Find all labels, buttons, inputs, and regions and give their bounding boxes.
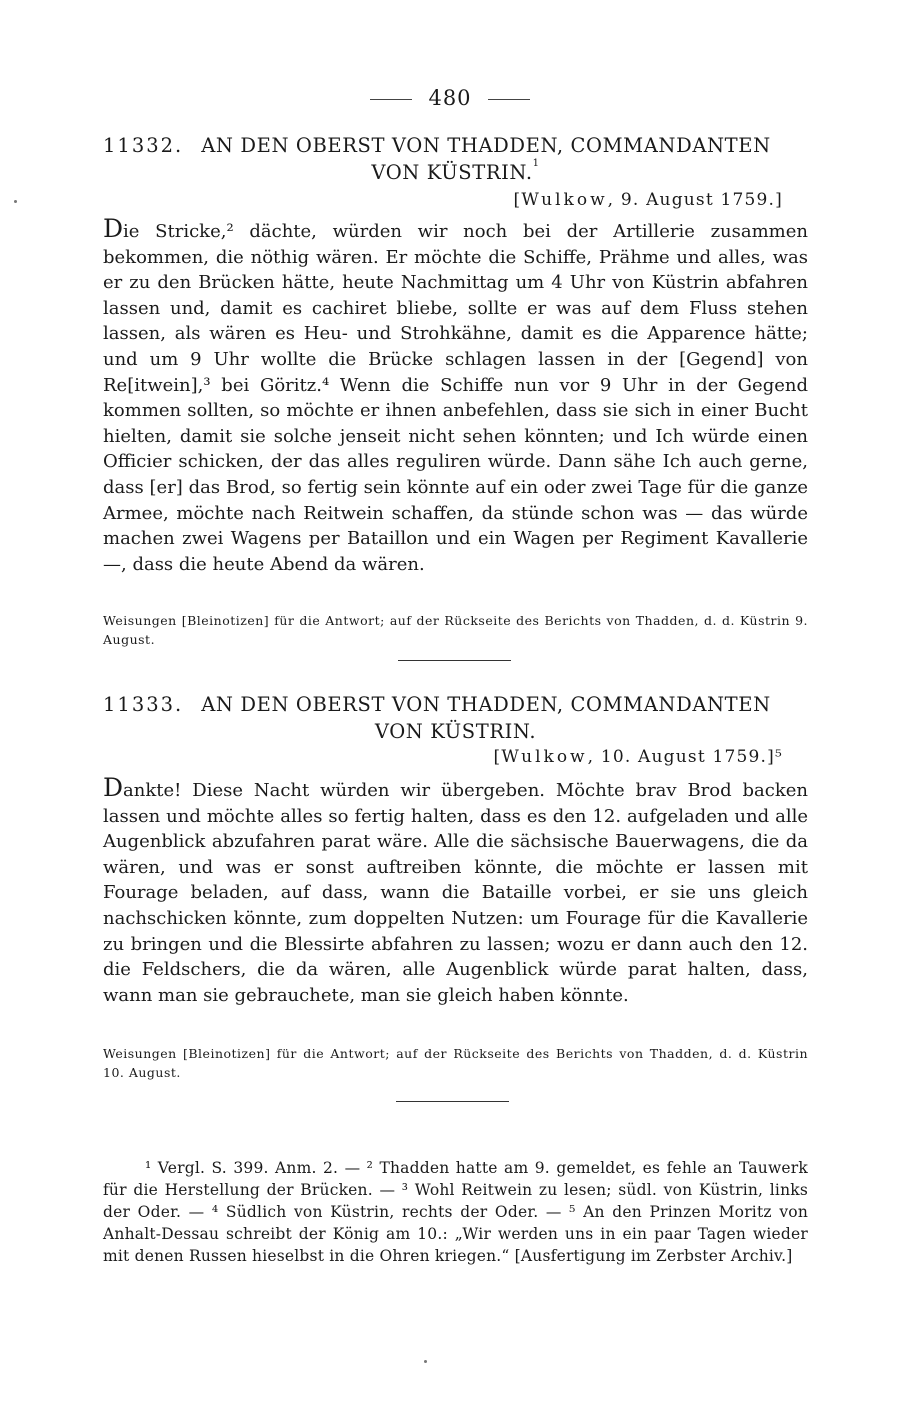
- body-text: ie Stricke,² dächte, würden wir noch bei der Artillerie zusammen bekommen, die nöthig wären. Er möchte die Schiffe, Prähme und alles, was er zu den Brücken hätte, heute Nachmittag um 4 Uhr von Küstrin abfahren lassen und, damit es cachiret bliebe, sollte er was auf dem Fluss stehen lassen, als wären es Heu- und Strohkähne, damit es die Apparence hätte; und um 9 Uhr wollte die Brücke schlagen lassen in der [Gegend] von Re[itwein],³ bei Göritz.⁴ Wenn die Schiffe nun vor 9 Uhr in der Gegend kommen sollten, so möchte er ihnen anbefehlen, dass sie sich in einer Bucht hielten, damit sie solche jenseit nicht sehen könnten; und Ich würde einen Officier schicken, der das alles reguliren würde. Dann sähe Ich auch gerne, dass [er] das Brod, so fertig sein könnte auf ein oder zwei Tage für die ganze Armee, möchte nach Reitwein schaffen, da stünde schon was — das würde machen zwei Wagens per Bataillon und ein Wagen per Regiment Kavallerie —, dass die heute Abend da wären.: [103, 221, 808, 575]
- page-header: [0, 86, 900, 116]
- entry-title-11332: [103, 132, 808, 186]
- section-divider: [396, 1101, 509, 1102]
- scan-speck: [424, 1360, 427, 1363]
- entry-title-line1: AN DEN OBERST VON THADDEN, COMMANDANTEN: [201, 134, 771, 157]
- date-place: Wulkow: [521, 190, 608, 210]
- initial-letter: D: [103, 773, 124, 802]
- initial-letter: D: [103, 214, 124, 243]
- entry-title-line1: AN DEN OBERST VON THADDEN, COMMANDANTEN: [201, 693, 771, 716]
- entry-number: 11333.: [103, 693, 184, 716]
- date-rest: , 9. August 1759.: [607, 190, 776, 210]
- entry-number: 11332.: [103, 134, 184, 157]
- entry-body-11333: [103, 773, 808, 1008]
- entry-date-11333: [Wulkow, 10. August 1759.]⁵: [493, 747, 783, 767]
- entry-title-11333: [103, 691, 808, 745]
- title-footnote-marker: 1: [532, 158, 540, 169]
- entry-title-line2: VON KÜSTRIN.: [374, 720, 537, 743]
- section-divider: [398, 660, 511, 661]
- page-number: 480: [428, 86, 472, 110]
- entry-date-11332: [Wulkow, 9. August 1759.]: [513, 190, 783, 210]
- body-text: ankte! Diese Nacht würden wir übergeben. Möchte brav Brod backen lassen und möchte alles so fertig halten, dass es den 12. aufgeladen und alle Augenblick abzufahren parat wäre. Alle die sächsische Bauerwagens, die da wären, und was er sonst auftreiben könnte, die möchte er lassen mit Fourage beladen, auf dass, wann die Bataille vorbei, er sie uns gleich nachschicken könnte, zum doppelten Nutzen: um Fourage für die Kavallerie zu bringen und die Blessirte abfahren zu lassen; wozu er dann auch den 12. die Feldschers, die da wären, alle Augenblick würde parat halten, dass, wann man sie gebrauchete, man sie gleich haben könnte.: [103, 780, 808, 1006]
- entry-note-11333: Weisungen [Bleinotizen] für die Antwort; auf der Rückseite des Berichts von Thadden, d. d. Küstrin 10. August.: [103, 1046, 808, 1080]
- scan-speck: [14, 200, 17, 203]
- date-place: Wulkow: [501, 747, 588, 767]
- entry-title-line2: VON KÜSTRIN.: [371, 161, 533, 184]
- entry-body-11332: [103, 214, 808, 577]
- entry-note-11332: Weisungen [Bleinotizen] für die Antwort; auf der Rückseite des Berichts von Thadden, d. d. Küstrin 9. August.: [103, 613, 808, 647]
- header-dash-left: [370, 99, 412, 100]
- footnotes: [103, 1157, 808, 1267]
- footnotes-text: ¹ Vergl. S. 399. Anm. 2. — ² Thadden hatte am 9. gemeldet, es fehle an Tauwerk für die Herstellung der Brücken. — ³ Wohl Reitwein zu lesen; südl. von Küstrin, links der Oder. — ⁴ Südlich von Küstrin, rechts der Oder. — ⁵ An den Prinzen Moritz von Anhalt-Dessau schreibt der König am 10.: „Wir werden uns in ein paar Tagen wieder mit denen Russen hieselbst in die Ohren kriegen.“ [Ausfertigung im Zerbster Archiv.]: [103, 1159, 808, 1265]
- header-dash-right: [488, 99, 530, 100]
- date-rest: , 10. August 1759.]⁵: [587, 747, 783, 767]
